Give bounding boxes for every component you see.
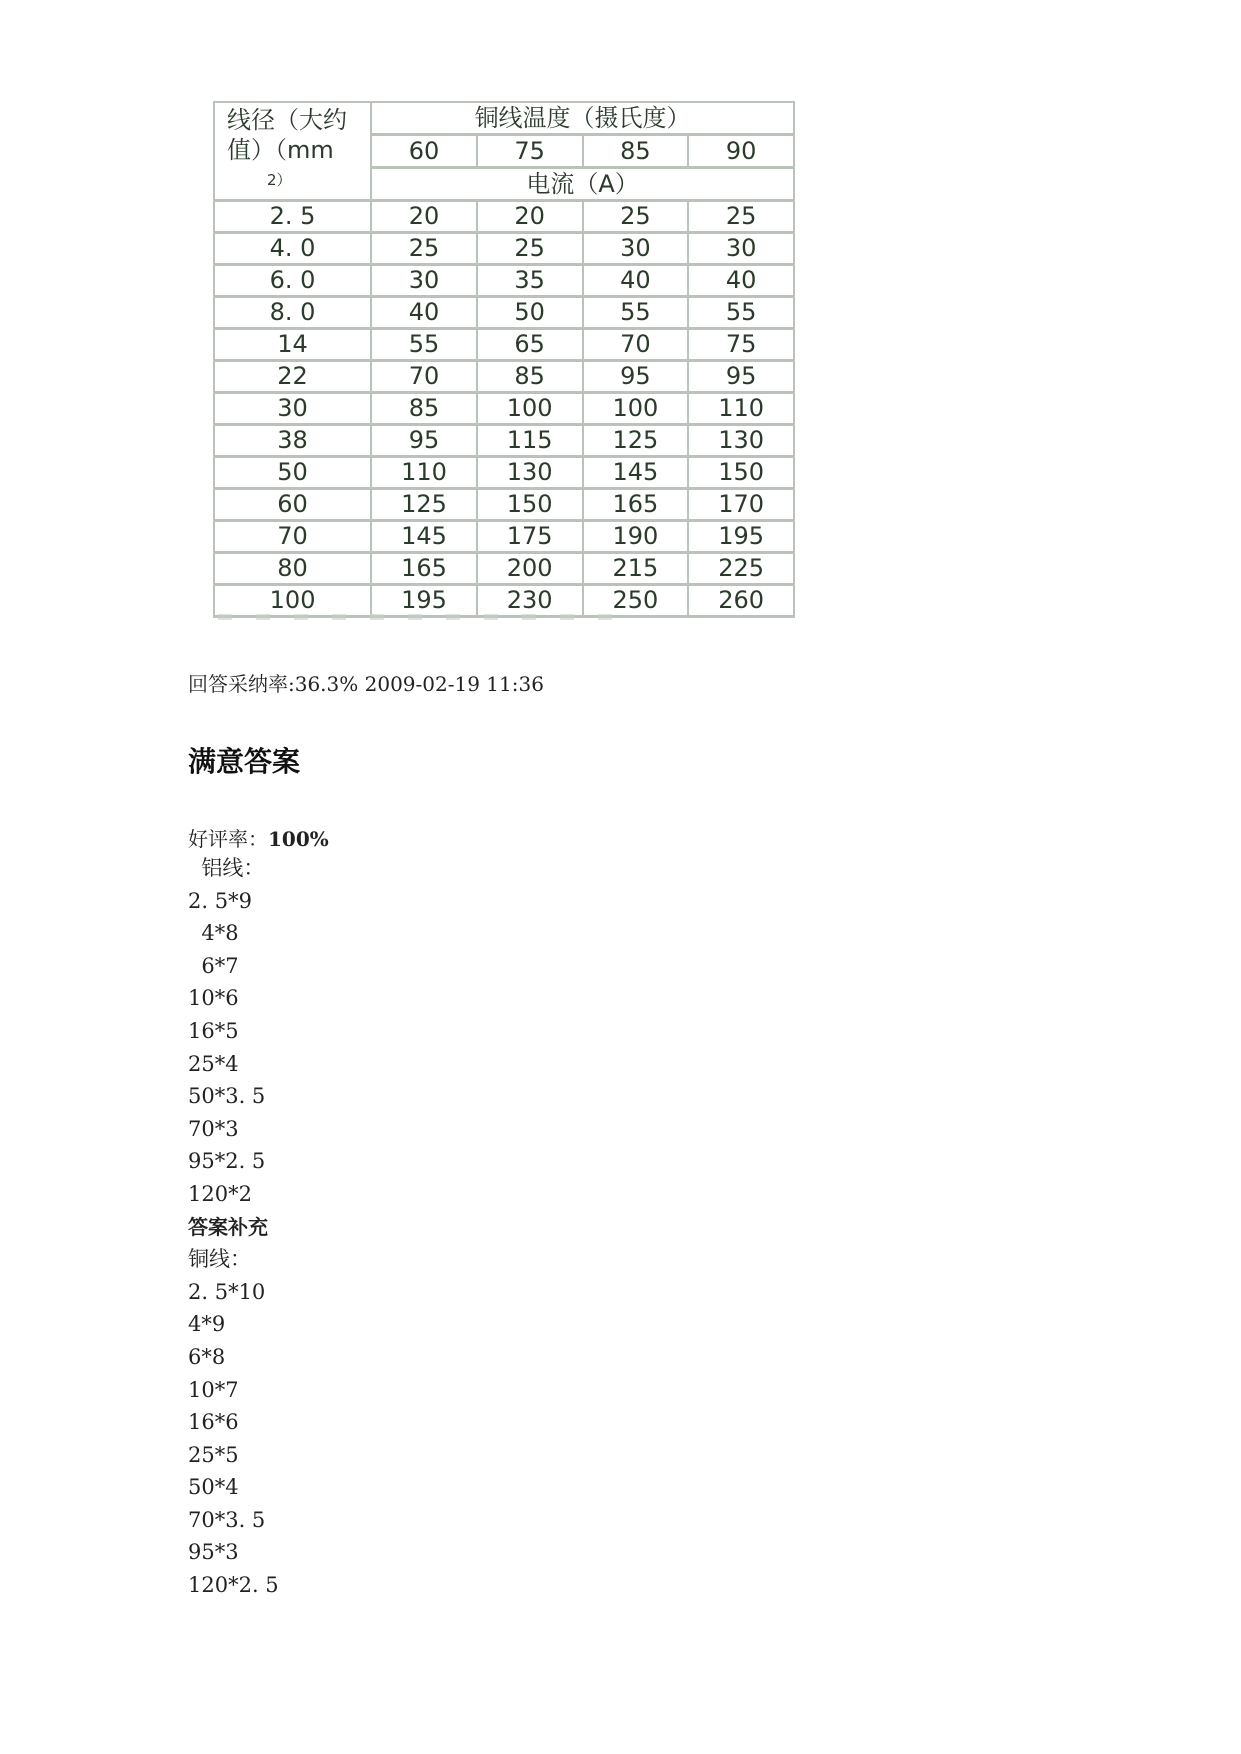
- answer-line: 50*4: [188, 1475, 239, 1500]
- current-value-cell: 115: [477, 425, 583, 457]
- table-row: [214, 297, 794, 329]
- current-value-cell: 230: [477, 585, 583, 617]
- current-value-cell: 35: [477, 265, 583, 297]
- answer-line: 50*3. 5: [188, 1084, 266, 1109]
- current-value-cell: 100: [477, 393, 583, 425]
- current-value-cell: 215: [583, 553, 689, 585]
- table-row: [214, 489, 794, 521]
- current-value-cell: 25: [583, 201, 689, 233]
- current-value-cell: 145: [583, 457, 689, 489]
- size-header-cell: [214, 102, 371, 201]
- wire-size-cell: 22: [214, 361, 371, 393]
- current-value-cell: 40: [688, 265, 794, 297]
- answer-line: 10*6: [188, 986, 239, 1011]
- current-value-cell: 130: [477, 457, 583, 489]
- table-row: [214, 201, 794, 233]
- table-row: [214, 265, 794, 297]
- size-header-line-3: 2）: [267, 171, 292, 189]
- answer-supplement-heading: 答案补充: [188, 1214, 268, 1239]
- answer-line: 10*7: [188, 1377, 239, 1402]
- current-value-cell: 100: [583, 393, 689, 425]
- rating-value: 100%: [268, 827, 329, 851]
- current-value-cell: 25: [477, 233, 583, 265]
- current-value-cell: 85: [477, 361, 583, 393]
- answer-line: 6*7: [188, 953, 239, 978]
- wire-size-cell: 38: [214, 425, 371, 457]
- current-value-cell: 110: [371, 457, 477, 489]
- answer-line: 4*9: [188, 1312, 226, 1337]
- current-value-cell: 85: [371, 393, 477, 425]
- answer-line: 95*3: [188, 1540, 239, 1565]
- answer-body: [188, 852, 279, 1602]
- answer-line: 25*5: [188, 1442, 239, 1467]
- current-value-cell: 165: [371, 553, 477, 585]
- current-value-cell: 70: [371, 361, 477, 393]
- current-value-cell: 125: [371, 489, 477, 521]
- current-value-cell: 25: [688, 201, 794, 233]
- table-row: [214, 457, 794, 489]
- answer-line: 95*2. 5: [188, 1149, 266, 1174]
- table-row: [214, 233, 794, 265]
- current-value-cell: 175: [477, 521, 583, 553]
- table-row: [214, 329, 794, 361]
- table-row: [214, 425, 794, 457]
- size-header-line-1: 线径（大约: [227, 106, 347, 134]
- current-value-cell: 40: [371, 297, 477, 329]
- current-value-cell: 190: [583, 521, 689, 553]
- answer-line: 6*8: [188, 1344, 226, 1369]
- table-row: [214, 393, 794, 425]
- table-row: [214, 521, 794, 553]
- wire-size-cell: 2. 5: [214, 201, 371, 233]
- answer-line: 120*2. 5: [188, 1573, 279, 1598]
- wire-size-cell: 80: [214, 553, 371, 585]
- current-value-cell: 65: [477, 329, 583, 361]
- rating-label: 好评率：: [188, 827, 268, 851]
- table-row: [214, 585, 794, 617]
- size-header-line-2: 值）（mm: [227, 136, 334, 164]
- current-value-cell: 95: [583, 361, 689, 393]
- wire-size-cell: 60: [214, 489, 371, 521]
- current-value-cell: 130: [688, 425, 794, 457]
- current-value-cell: 195: [371, 585, 477, 617]
- current-value-cell: 50: [477, 297, 583, 329]
- wire-current-table: [213, 101, 795, 618]
- current-value-cell: 195: [688, 521, 794, 553]
- wire-size-cell: 30: [214, 393, 371, 425]
- wire-size-cell: 14: [214, 329, 371, 361]
- wire-size-cell: 4. 0: [214, 233, 371, 265]
- answer-line: 70*3: [188, 1116, 239, 1141]
- answer-line: 2. 5*10: [188, 1279, 266, 1304]
- cropped-caption-remnant: [218, 614, 618, 620]
- answer-line: 120*2: [188, 1181, 252, 1206]
- table-row: [214, 553, 794, 585]
- current-value-cell: 55: [583, 297, 689, 329]
- wire-size-cell: 50: [214, 457, 371, 489]
- current-value-cell: 75: [688, 329, 794, 361]
- current-value-cell: 30: [688, 233, 794, 265]
- rating: [188, 823, 329, 852]
- current-header-cell: 电流（A）: [371, 168, 794, 201]
- temp-header-cell: 铜线温度（摄氏度）: [371, 102, 794, 135]
- answer-line: 16*5: [188, 1018, 239, 1043]
- answer-line: 16*6: [188, 1410, 239, 1435]
- wire-size-cell: 70: [214, 521, 371, 553]
- current-value-cell: 20: [371, 201, 477, 233]
- wire-size-cell: 6. 0: [214, 265, 371, 297]
- current-value-cell: 30: [371, 265, 477, 297]
- current-value-cell: 165: [583, 489, 689, 521]
- current-value-cell: 150: [477, 489, 583, 521]
- current-value-cell: 25: [371, 233, 477, 265]
- current-value-cell: 260: [688, 585, 794, 617]
- current-value-cell: 145: [371, 521, 477, 553]
- wire-current-table-image: [212, 100, 796, 620]
- temp-cell: 60: [371, 135, 477, 168]
- current-value-cell: 225: [688, 553, 794, 585]
- table-row: [214, 361, 794, 393]
- wire-size-cell: 8. 0: [214, 297, 371, 329]
- current-value-cell: 250: [583, 585, 689, 617]
- answer-line: 铜线：: [188, 1247, 251, 1272]
- current-value-cell: 150: [688, 457, 794, 489]
- temp-cell: 90: [688, 135, 794, 168]
- answer-line: 70*3. 5: [188, 1507, 266, 1532]
- temp-cell: 75: [477, 135, 583, 168]
- current-value-cell: 110: [688, 393, 794, 425]
- wire-size-cell: 100: [214, 585, 371, 617]
- current-value-cell: 125: [583, 425, 689, 457]
- current-value-cell: 200: [477, 553, 583, 585]
- current-value-cell: 30: [583, 233, 689, 265]
- current-value-cell: 20: [477, 201, 583, 233]
- current-value-cell: 40: [583, 265, 689, 297]
- answer-line: 25*4: [188, 1051, 239, 1076]
- current-value-cell: 55: [688, 297, 794, 329]
- current-value-cell: 95: [688, 361, 794, 393]
- temp-cell: 85: [583, 135, 689, 168]
- answer-line: 4*8: [188, 921, 239, 946]
- answer-line: 铝线：: [188, 856, 265, 880]
- current-value-cell: 55: [371, 329, 477, 361]
- answer-line: 2. 5*9: [188, 888, 252, 913]
- current-value-cell: 170: [688, 489, 794, 521]
- current-value-cell: 70: [583, 329, 689, 361]
- current-value-cell: 95: [371, 425, 477, 457]
- answer-meta: 回答采纳率:36.3% 2009-02-19 11:36: [188, 672, 544, 696]
- section-title: 满意答案: [188, 745, 301, 778]
